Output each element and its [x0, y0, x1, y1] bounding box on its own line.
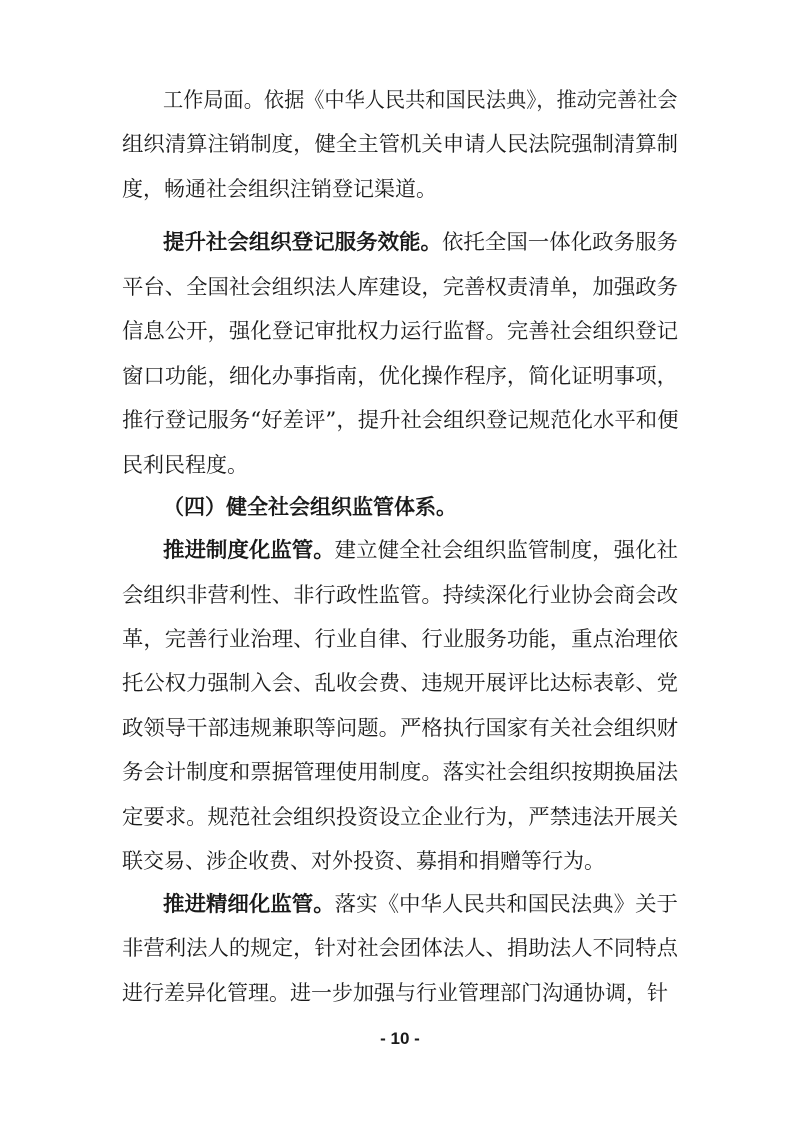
- text-line: [122, 624, 678, 654]
- text-span: 定要求。规范社会组织投资设立企业行为，严禁违法开展关: [122, 805, 679, 829]
- text-span: 度，畅通社会组织注销登记渠道。: [122, 177, 437, 201]
- text-span: 依托全国一体化政务服务: [441, 230, 678, 254]
- text-span: 信息公开，强化登记审批权力运行监督。完善社会组织登记: [122, 319, 679, 343]
- text-line: [163, 227, 678, 257]
- text-span: 平台、全国社会组织法人库建设，完善权责清单，加强政务: [122, 275, 679, 299]
- bold-lead-phrase: 提升社会组织登记服务效能。: [163, 230, 442, 254]
- text-line: [122, 713, 678, 743]
- text-line: [122, 361, 678, 391]
- text-span: 托公权力强制入会、乱收会费、违规开展评比达标表彰、党: [122, 671, 679, 695]
- text-line: [122, 978, 668, 1008]
- text-span: 民利民程度。: [122, 453, 248, 477]
- text-span: 非营利法人的规定，针对社会团体法人、捐助法人不同特点: [122, 936, 679, 960]
- text-span: 落实《中华人民共和国民法典》关于: [334, 892, 678, 916]
- bold-lead-phrase: 推进精细化监管。: [163, 892, 335, 916]
- text-line: [122, 405, 678, 435]
- text-span: 革，完善行业治理、行业自律、行业服务功能，重点治理依: [122, 627, 679, 651]
- text-line: [122, 174, 437, 204]
- text-line: [122, 450, 248, 480]
- text-span: 推行登记服务“好差评”，提升社会组织登记规范化水平和便: [122, 408, 679, 432]
- text-line: [122, 272, 678, 302]
- text-span: 进行差异化管理。进一步加强与行业管理部门沟通协调，针: [122, 981, 668, 1005]
- text-line: [163, 85, 678, 115]
- text-line: [163, 889, 678, 919]
- text-line: [122, 316, 678, 346]
- text-line: [163, 492, 457, 522]
- bold-lead-phrase: （四）健全社会组织监管体系。: [163, 495, 457, 519]
- text-span: 工作局面。依据《中华人民共和国民法典》，推动完善社会: [163, 88, 678, 112]
- text-span: 联交易、涉企收费、对外投资、募捐和捐赠等行为。: [122, 849, 605, 873]
- text-line: [122, 757, 678, 787]
- text-span: 会组织非营利性、非行政性监管。持续深化行业协会商会改: [122, 583, 679, 607]
- text-line: [122, 933, 678, 963]
- text-line: [122, 846, 605, 876]
- text-line: [122, 668, 678, 698]
- text-span: 组织清算注销制度，健全主管机关申请人民法院强制清算制: [122, 132, 679, 156]
- text-span: 政领导干部违规兼职等问题。严格执行国家有关社会组织财: [122, 716, 679, 740]
- text-line: [122, 580, 678, 610]
- text-span: 窗口功能，细化办事指南，优化操作程序，简化证明事项，: [122, 364, 679, 388]
- page-number: - 10 -: [380, 1029, 420, 1048]
- text-line: [122, 802, 678, 832]
- text-line: [122, 129, 678, 159]
- text-span: 务会计制度和票据管理使用制度。落实社会组织按期换届法: [122, 760, 679, 784]
- text-line: [163, 535, 678, 565]
- text-span: 建立健全社会组织监管制度，强化社: [334, 538, 678, 562]
- bold-lead-phrase: 推进制度化监管。: [163, 538, 335, 562]
